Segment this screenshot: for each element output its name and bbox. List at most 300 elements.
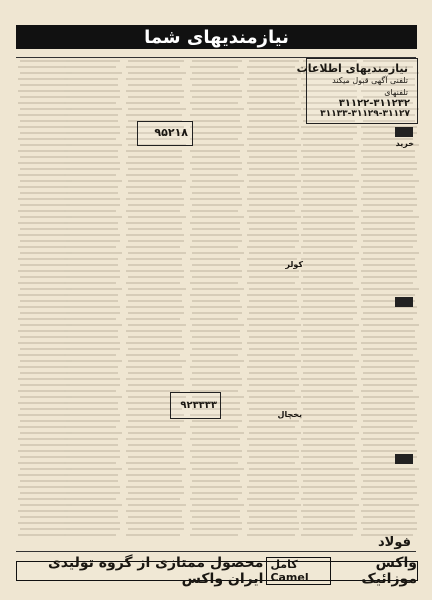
text-line xyxy=(192,84,240,86)
text-line xyxy=(249,60,299,62)
text-line xyxy=(20,120,68,122)
text-line xyxy=(247,318,295,320)
text-line xyxy=(361,438,415,440)
text-line xyxy=(126,162,184,164)
text-line xyxy=(303,396,359,398)
text-line xyxy=(128,468,186,470)
text-line xyxy=(64,174,116,176)
text-line xyxy=(190,222,240,224)
text-line xyxy=(190,330,240,332)
text-line xyxy=(18,450,70,452)
text-line xyxy=(247,534,295,536)
text-line xyxy=(249,120,297,122)
text-line xyxy=(249,432,301,434)
text-line xyxy=(192,372,240,374)
text-line xyxy=(301,186,355,188)
text-line xyxy=(126,438,182,440)
text-line xyxy=(192,240,242,242)
text-line xyxy=(126,114,182,116)
bottom-brand-fa: کامل xyxy=(270,558,298,571)
text-line xyxy=(66,372,118,374)
text-line xyxy=(64,294,118,296)
text-line xyxy=(128,96,184,98)
text-line xyxy=(363,492,417,494)
text-line xyxy=(192,180,244,182)
text-line xyxy=(192,192,240,194)
text-line xyxy=(192,120,240,122)
text-line xyxy=(18,78,68,80)
text-line xyxy=(66,312,120,314)
text-line xyxy=(20,84,68,86)
text-line xyxy=(64,402,118,404)
text-line xyxy=(192,456,242,458)
text-line xyxy=(249,444,297,446)
text-line xyxy=(126,246,180,248)
text-line xyxy=(192,360,244,362)
text-line xyxy=(361,246,413,248)
text-line xyxy=(361,330,415,332)
text-line xyxy=(20,72,72,74)
text-line xyxy=(301,402,355,404)
text-line xyxy=(66,192,118,194)
text-line xyxy=(247,462,295,464)
text-line xyxy=(301,378,357,380)
text-line xyxy=(126,342,184,344)
text-line xyxy=(128,156,182,158)
text-line xyxy=(303,228,355,230)
text-line xyxy=(190,510,240,512)
phone-label: تلفنهای xyxy=(384,88,408,97)
label-folad: فولاد xyxy=(377,535,411,550)
text-line xyxy=(301,282,353,284)
text-line xyxy=(361,270,417,272)
text-line xyxy=(64,342,120,344)
text-line xyxy=(66,156,118,158)
text-line xyxy=(192,264,240,266)
section-marker-3 xyxy=(395,454,413,464)
text-line xyxy=(66,168,120,170)
text-line xyxy=(66,324,122,326)
text-line xyxy=(363,156,415,158)
banner-title: نیازمندیهای شما xyxy=(16,25,417,49)
text-line xyxy=(66,420,120,422)
text-line xyxy=(363,180,419,182)
text-line xyxy=(20,336,68,338)
text-line xyxy=(192,420,242,422)
text-line xyxy=(20,300,68,302)
text-line xyxy=(20,444,68,446)
text-line xyxy=(128,60,184,62)
text-line xyxy=(361,366,415,368)
text-line xyxy=(363,396,419,398)
text-line xyxy=(66,96,120,98)
text-line xyxy=(64,414,120,416)
text-line xyxy=(64,114,118,116)
text-line xyxy=(192,144,244,146)
text-line xyxy=(249,288,301,290)
text-line xyxy=(18,210,66,212)
text-line xyxy=(361,486,417,488)
text-line xyxy=(249,228,297,230)
text-line xyxy=(303,300,355,302)
phone-number-2: ۹۲۳۳۳۳ xyxy=(180,400,217,411)
text-line xyxy=(128,516,182,518)
text-line xyxy=(192,324,244,326)
text-line xyxy=(301,210,353,212)
text-line xyxy=(126,282,180,284)
text-line xyxy=(20,468,72,470)
text-line xyxy=(190,450,242,452)
text-line xyxy=(64,462,116,464)
text-line xyxy=(301,246,353,248)
text-line xyxy=(190,306,242,308)
text-line xyxy=(20,516,68,518)
text-line xyxy=(247,474,297,476)
text-line xyxy=(301,366,355,368)
text-line xyxy=(303,432,359,434)
text-line xyxy=(128,528,184,530)
text-line xyxy=(64,198,120,200)
text-line xyxy=(20,108,72,110)
text-line xyxy=(18,498,66,500)
text-line xyxy=(363,252,419,254)
text-line xyxy=(303,408,355,410)
text-line xyxy=(64,306,120,308)
text-line xyxy=(303,384,357,386)
text-line xyxy=(20,396,72,398)
bottom-left-text: واکس موزائیک xyxy=(361,555,417,587)
text-line xyxy=(192,204,242,206)
text-line xyxy=(128,204,184,206)
text-line xyxy=(361,450,417,452)
text-line xyxy=(247,234,299,236)
text-line xyxy=(363,432,419,434)
text-line xyxy=(247,270,299,272)
text-line xyxy=(18,462,66,464)
text-line xyxy=(64,270,120,272)
text-line xyxy=(249,336,297,338)
text-line xyxy=(190,354,238,356)
text-line xyxy=(128,216,186,218)
text-line xyxy=(247,114,297,116)
text-line xyxy=(66,288,122,290)
text-line xyxy=(249,108,301,110)
text-line xyxy=(361,426,413,428)
text-line xyxy=(18,354,66,356)
text-line xyxy=(66,60,120,62)
text-line xyxy=(190,162,242,164)
text-line xyxy=(66,408,118,410)
text-line xyxy=(64,438,118,440)
text-line xyxy=(64,66,116,68)
text-line xyxy=(18,270,70,272)
text-line xyxy=(301,426,353,428)
text-line xyxy=(18,378,70,380)
text-line xyxy=(363,408,415,410)
text-line xyxy=(190,522,242,524)
text-line xyxy=(20,276,70,278)
text-line xyxy=(363,168,417,170)
phone-line-2: ۳۱۱۳۳-۳۱۱۲۹-۳۱۱۲۷ xyxy=(320,109,410,119)
text-line xyxy=(20,180,72,182)
text-line xyxy=(66,228,118,230)
text-line xyxy=(301,498,353,500)
text-line xyxy=(20,456,70,458)
text-line xyxy=(20,504,72,506)
text-line xyxy=(361,222,415,224)
text-line xyxy=(64,426,116,428)
text-line xyxy=(66,504,122,506)
text-line xyxy=(190,438,240,440)
text-line xyxy=(303,360,359,362)
text-line xyxy=(18,390,66,392)
text-line xyxy=(190,138,238,140)
text-line xyxy=(361,414,417,416)
text-line xyxy=(192,216,244,218)
text-line xyxy=(303,528,357,530)
text-line xyxy=(128,384,184,386)
text-line xyxy=(18,534,66,536)
text-line xyxy=(303,372,355,374)
text-line xyxy=(363,324,419,326)
text-line xyxy=(249,276,299,278)
text-line xyxy=(247,438,297,440)
text-line xyxy=(20,228,68,230)
text-line xyxy=(247,126,299,128)
text-line xyxy=(249,504,301,506)
text-line xyxy=(192,288,244,290)
text-line xyxy=(192,480,240,482)
text-line xyxy=(128,324,186,326)
text-line xyxy=(301,222,355,224)
text-line xyxy=(64,246,116,248)
bottom-brand xyxy=(266,557,330,585)
text-line xyxy=(249,396,301,398)
text-line xyxy=(247,330,297,332)
text-line xyxy=(126,270,184,272)
text-line xyxy=(20,288,72,290)
text-line xyxy=(64,150,118,152)
text-line xyxy=(190,498,238,500)
text-line xyxy=(126,186,182,188)
text-line xyxy=(126,78,182,80)
text-line xyxy=(249,168,299,170)
text-line xyxy=(66,240,120,242)
text-line xyxy=(363,420,417,422)
text-line xyxy=(192,312,242,314)
text-line xyxy=(301,294,355,296)
text-line xyxy=(361,354,413,356)
text-line xyxy=(18,318,66,320)
text-line xyxy=(18,414,70,416)
text-line xyxy=(128,240,184,242)
text-line xyxy=(18,474,68,476)
text-line xyxy=(66,444,118,446)
label-yakhchal: یخچال xyxy=(277,410,302,419)
text-line xyxy=(247,198,299,200)
text-line xyxy=(126,462,180,464)
text-line xyxy=(249,84,297,86)
text-line xyxy=(66,432,122,434)
text-line xyxy=(66,348,120,350)
text-line xyxy=(128,492,184,494)
text-line xyxy=(66,528,120,530)
text-line xyxy=(249,480,297,482)
section-marker-1 xyxy=(395,127,413,137)
text-line xyxy=(18,294,68,296)
text-line xyxy=(247,150,297,152)
text-line xyxy=(64,186,118,188)
section-marker-2 xyxy=(395,297,413,307)
text-line xyxy=(190,486,242,488)
text-line xyxy=(249,528,299,530)
text-line xyxy=(18,114,68,116)
text-line xyxy=(126,366,182,368)
text-line xyxy=(192,228,240,230)
right-panel-subtitle: تلفنی آگهی قبول میکند xyxy=(332,76,408,85)
text-line xyxy=(128,456,184,458)
text-line xyxy=(192,108,244,110)
text-line xyxy=(20,480,68,482)
text-line xyxy=(126,258,182,260)
text-line xyxy=(249,132,299,134)
text-line xyxy=(20,312,70,314)
text-line xyxy=(64,510,118,512)
text-line xyxy=(303,492,357,494)
text-line xyxy=(363,192,415,194)
text-line xyxy=(301,462,353,464)
text-line xyxy=(192,300,240,302)
text-line xyxy=(363,276,417,278)
text-line xyxy=(247,210,295,212)
text-line xyxy=(247,90,299,92)
text-line xyxy=(301,162,357,164)
text-line xyxy=(247,246,295,248)
text-line xyxy=(303,288,359,290)
text-line xyxy=(301,486,357,488)
text-line xyxy=(303,144,359,146)
text-line xyxy=(128,108,186,110)
text-line xyxy=(303,204,357,206)
text-line xyxy=(303,156,355,158)
text-line xyxy=(361,522,417,524)
text-line xyxy=(301,330,355,332)
text-line xyxy=(126,426,180,428)
text-line xyxy=(64,78,118,80)
text-line xyxy=(18,162,70,164)
text-line xyxy=(18,126,70,128)
text-line xyxy=(192,276,242,278)
text-line xyxy=(64,210,116,212)
text-line xyxy=(192,96,242,98)
text-line xyxy=(18,234,70,236)
text-line xyxy=(303,336,355,338)
text-line xyxy=(192,384,242,386)
text-line xyxy=(303,480,355,482)
text-line xyxy=(361,390,413,392)
label-kharid: خرید xyxy=(395,139,414,148)
text-line xyxy=(18,486,70,488)
text-line xyxy=(301,450,357,452)
text-line xyxy=(128,312,184,314)
text-line xyxy=(301,522,357,524)
text-line xyxy=(66,132,120,134)
text-line xyxy=(64,90,120,92)
text-line xyxy=(361,258,415,260)
right-panel-title: نیازمندیهای اطلاعات xyxy=(296,62,408,75)
text-line xyxy=(128,252,186,254)
text-line xyxy=(128,72,186,74)
text-line xyxy=(363,312,417,314)
text-line xyxy=(192,252,244,254)
text-line xyxy=(18,438,68,440)
text-line xyxy=(18,90,70,92)
text-line xyxy=(249,180,301,182)
text-line xyxy=(363,240,417,242)
text-line xyxy=(192,468,244,470)
text-line xyxy=(18,306,70,308)
text-line xyxy=(190,102,238,104)
text-line xyxy=(18,258,68,260)
text-line xyxy=(247,426,295,428)
text-line xyxy=(190,318,238,320)
text-line xyxy=(18,198,70,200)
text-line xyxy=(247,354,295,356)
text-line xyxy=(64,498,116,500)
text-line xyxy=(64,330,118,332)
text-line xyxy=(66,144,122,146)
text-line xyxy=(128,180,186,182)
text-line xyxy=(192,168,242,170)
text-line xyxy=(192,60,242,62)
phone-line-1: ۳۱۱۲۲-۳۱۱۲۳۲ xyxy=(338,98,410,109)
text-line xyxy=(64,354,116,356)
text-line xyxy=(126,210,180,212)
text-line xyxy=(303,456,357,458)
text-line xyxy=(64,162,120,164)
text-line xyxy=(301,354,353,356)
text-line xyxy=(18,342,70,344)
text-line xyxy=(301,126,357,128)
text-line xyxy=(126,174,180,176)
text-line xyxy=(192,348,242,350)
text-line xyxy=(190,294,240,296)
text-line xyxy=(249,240,299,242)
text-line xyxy=(363,444,415,446)
text-line xyxy=(128,360,186,362)
text-line xyxy=(126,330,182,332)
text-line xyxy=(247,510,297,512)
text-line xyxy=(190,462,238,464)
text-line xyxy=(128,504,186,506)
text-line xyxy=(363,360,419,362)
text-line xyxy=(66,468,122,470)
text-line xyxy=(249,252,301,254)
bottom-brand-en: Camel xyxy=(270,571,309,584)
text-line xyxy=(20,204,70,206)
text-line xyxy=(249,216,301,218)
text-line xyxy=(301,390,353,392)
text-line xyxy=(64,138,116,140)
text-line xyxy=(66,336,118,338)
text-line xyxy=(128,444,182,446)
text-line xyxy=(361,474,415,476)
text-line xyxy=(192,432,244,434)
text-line xyxy=(64,534,116,536)
text-line xyxy=(361,378,417,380)
text-line xyxy=(18,138,66,140)
text-line xyxy=(303,468,359,470)
